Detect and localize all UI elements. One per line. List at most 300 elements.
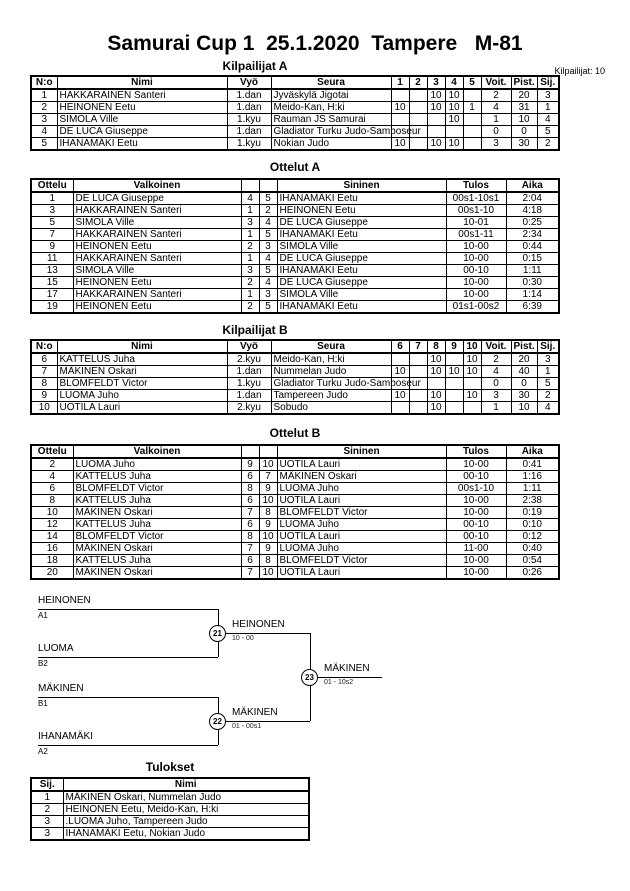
match-score: 01 - 10s2 <box>324 679 354 686</box>
column-header <box>241 179 259 192</box>
bracket-line <box>218 633 310 634</box>
table-cell: 1 <box>537 102 559 114</box>
column-header: Sij. <box>31 778 63 791</box>
table-cell: LUOMA Juho <box>277 543 446 555</box>
table-cell: 1:11 <box>506 483 559 495</box>
column-header: 2 <box>409 76 427 89</box>
table-cell: 6 <box>241 495 259 507</box>
table-cell: Nummelan Judo <box>271 366 391 378</box>
table-cell: 5 <box>259 229 277 241</box>
table-cell: 10 <box>259 567 277 580</box>
table-cell: 0 <box>481 378 511 390</box>
table-cell: UOTILA Lauri <box>277 567 446 580</box>
table-cell: 10 <box>259 531 277 543</box>
table-cell: 9 <box>31 390 57 402</box>
table-cell: 10-00 <box>446 495 506 507</box>
column-header: N:o <box>31 76 57 89</box>
table-cell: Meido-Kan, H:ki <box>271 353 391 366</box>
table-header-row <box>31 76 559 89</box>
table-cell: 8 <box>241 531 259 543</box>
table-cell: LUOMA Juho <box>277 519 446 531</box>
table-row <box>31 828 309 841</box>
bracket-player: MÄKINEN <box>38 683 84 694</box>
table-cell: 2 <box>31 804 63 816</box>
table-cell: 6 <box>31 483 73 495</box>
table-cell: 2 <box>481 89 511 102</box>
table-cell: 1.kyu <box>227 138 271 151</box>
table-cell: HEINONEN Eetu <box>73 277 241 289</box>
table-cell: HEINONEN Eetu <box>73 301 241 314</box>
column-header: Vyö <box>227 340 271 353</box>
table-cell: 3 <box>481 390 511 402</box>
table-cell <box>445 402 463 415</box>
winner-name: MÄKINEN <box>232 707 278 718</box>
results-table <box>30 777 310 841</box>
table-row <box>31 277 559 289</box>
table-cell: 00-10 <box>446 265 506 277</box>
table-cell: 1:14 <box>506 289 559 301</box>
table-cell: 15 <box>31 277 73 289</box>
table-cell: 10 <box>391 390 409 402</box>
table-cell: 16 <box>31 543 73 555</box>
table-cell: 8 <box>259 555 277 567</box>
table-cell: 5 <box>259 192 277 205</box>
table-cell: 18 <box>31 555 73 567</box>
table-cell: MÄKINEN Oskari <box>57 366 227 378</box>
table-cell: 1.dan <box>227 366 271 378</box>
table-cell: 3 <box>31 114 57 126</box>
table-body <box>31 353 559 414</box>
column-header: Aika <box>506 179 559 192</box>
table-cell: 6 <box>241 471 259 483</box>
table-row <box>31 471 559 483</box>
table-cell: 14 <box>31 531 73 543</box>
table-cell: 1.dan <box>227 390 271 402</box>
table-cell: 2 <box>241 301 259 314</box>
medal-bracket <box>38 594 468 754</box>
competitor-count: Kilpailijat: 10 <box>554 66 605 76</box>
bracket-player: HEINONEN <box>38 595 91 606</box>
table-cell: 10-00 <box>446 567 506 580</box>
table-row <box>31 205 559 217</box>
table-cell: 0:19 <box>506 507 559 519</box>
table-cell: 10-00 <box>446 241 506 253</box>
table-cell: 10-00 <box>446 458 506 471</box>
table-row <box>31 543 559 555</box>
table-row <box>31 816 309 828</box>
bracket-player: LUOMA <box>38 643 74 654</box>
column-header: Pist. <box>511 340 537 353</box>
table-cell: 10 <box>31 507 73 519</box>
table-row <box>31 483 559 495</box>
table-row <box>31 289 559 301</box>
table-cell: IHANAMÄKI Eetu <box>57 138 227 151</box>
table-cell: HAKKARAINEN Santeri <box>73 253 241 265</box>
table-cell: 10 <box>445 89 463 102</box>
table-cell: DE LUCA Giuseppe <box>277 277 446 289</box>
table-cell: 4:18 <box>506 205 559 217</box>
table-cell: 1 <box>241 253 259 265</box>
match-score: 10 - 00 <box>232 635 254 642</box>
column-header: 10 <box>463 340 481 353</box>
table-cell: 10 <box>445 102 463 114</box>
table-cell: HAKKARAINEN Santeri <box>57 89 227 102</box>
table-cell: HAKKARAINEN Santeri <box>73 205 241 217</box>
column-header: Sininen <box>277 445 446 458</box>
table-cell: IHANAMÄKI Eetu <box>277 192 446 205</box>
table-row <box>31 229 559 241</box>
table-cell <box>391 114 409 126</box>
table-row <box>31 458 559 471</box>
table-cell: 10 <box>259 458 277 471</box>
table-cell: KATTELUS Juha <box>73 471 241 483</box>
table-cell: UOTILA Lauri <box>277 531 446 543</box>
table-row <box>31 138 559 151</box>
table-cell: 10 <box>427 138 445 151</box>
table-cell: 7 <box>241 543 259 555</box>
match-score: 01 - 00s1 <box>232 723 262 730</box>
table-cell: 2 <box>31 458 73 471</box>
table-row <box>31 531 559 543</box>
table-cell: Meido-Kan, H:ki <box>271 102 391 114</box>
table-cell: 10 <box>259 495 277 507</box>
table-cell: 5 <box>259 301 277 314</box>
table-cell: 1.kyu <box>227 114 271 126</box>
table-cell: 30 <box>511 390 537 402</box>
table-cell: 0 <box>511 378 537 390</box>
table-cell <box>463 138 481 151</box>
table-cell: 20 <box>31 567 73 580</box>
bracket-line <box>218 721 310 722</box>
table-cell <box>409 114 427 126</box>
table-row <box>31 791 309 804</box>
table-cell: 1 <box>537 366 559 378</box>
table-cell: 0:44 <box>506 241 559 253</box>
table-cell: 10 <box>445 114 463 126</box>
table-cell: UOTILA Lauri <box>277 458 446 471</box>
match-number-badge: 22 <box>209 713 226 730</box>
table-cell <box>427 114 445 126</box>
table-row <box>31 192 559 205</box>
table-cell: KATTELUS Juha <box>73 555 241 567</box>
page-title: Samurai Cup 1 25.1.2020 Tampere M-81 <box>107 32 523 55</box>
table-cell: HEINONEN Eetu <box>57 102 227 114</box>
table-cell: 3 <box>259 241 277 253</box>
table-head <box>31 445 559 458</box>
table-cell: 00s1-10 <box>446 483 506 495</box>
table-body <box>31 791 309 840</box>
table-cell: 10-00 <box>446 253 506 265</box>
table-cell: 5 <box>537 378 559 390</box>
table-cell: HEINONEN Eetu, Meido-Kan, H:ki <box>63 804 309 816</box>
table-cell: 4 <box>259 217 277 229</box>
table-cell: 1 <box>31 89 57 102</box>
table-cell: HAKKARAINEN Santeri <box>73 229 241 241</box>
table-cell: 17 <box>31 289 73 301</box>
table-cell: Gladiator Turku Judo-Samboseur <box>271 378 391 390</box>
table-cell: 5 <box>31 217 73 229</box>
column-header: Ottelu <box>31 179 73 192</box>
table-cell: 2 <box>537 390 559 402</box>
table-cell: 01s1-00s2 <box>446 301 506 314</box>
table-cell: LUOMA Juho <box>57 390 227 402</box>
table-cell: 30 <box>511 138 537 151</box>
table-cell: KATTELUS Juha <box>57 353 227 366</box>
column-header: Aika <box>506 445 559 458</box>
table-cell: DE LUCA Giuseppe <box>277 217 446 229</box>
table-cell: 1:16 <box>506 471 559 483</box>
matchesB-table <box>30 444 560 580</box>
table-cell: 00s1-11 <box>446 229 506 241</box>
table-cell: 10 <box>427 390 445 402</box>
table-cell: 8 <box>31 495 73 507</box>
table-cell: SIMOLA Ville <box>73 217 241 229</box>
winner-name: MÄKINEN <box>324 663 370 674</box>
table-cell <box>463 402 481 415</box>
table-cell <box>409 402 427 415</box>
table-cell <box>445 390 463 402</box>
table-cell <box>445 378 463 390</box>
table-row <box>31 301 559 314</box>
column-header: Voit. <box>481 76 511 89</box>
column-header: 1 <box>391 76 409 89</box>
table-head <box>31 340 559 353</box>
table-cell: 2:34 <box>506 229 559 241</box>
bracket-line <box>38 657 218 658</box>
table-cell: Rauman JS Samurai <box>271 114 391 126</box>
column-header: Ottelu <box>31 445 73 458</box>
table-cell: SIMOLA Ville <box>57 114 227 126</box>
table-cell: 1.dan <box>227 126 271 138</box>
table-cell: 10-00 <box>446 507 506 519</box>
column-header: 8 <box>427 340 445 353</box>
table-cell: 1 <box>31 791 63 804</box>
table-cell: Nokian Judo <box>271 138 391 151</box>
table-cell: 1 <box>241 205 259 217</box>
table-cell: 0:41 <box>506 458 559 471</box>
table-cell: 10 <box>445 366 463 378</box>
table-cell: 1.dan <box>227 102 271 114</box>
table-cell: DE LUCA Giuseppe <box>73 192 241 205</box>
column-header: Seura <box>271 340 391 353</box>
column-header: Nimi <box>57 340 227 353</box>
table-cell: 10-01 <box>446 217 506 229</box>
table-cell: 6:39 <box>506 301 559 314</box>
table-cell: BLOMFELDT Victor <box>73 531 241 543</box>
table-cell: SIMOLA Ville <box>73 265 241 277</box>
table-row <box>31 495 559 507</box>
table-cell: 4 <box>481 102 511 114</box>
table-cell: 0:26 <box>506 567 559 580</box>
table-cell: 10 <box>463 390 481 402</box>
table-cell: 4 <box>31 126 57 138</box>
table-cell: 11-00 <box>446 543 506 555</box>
table-cell: 0:12 <box>506 531 559 543</box>
table-cell: 3 <box>537 89 559 102</box>
column-header: Valkoinen <box>73 445 241 458</box>
table-cell: 10 <box>427 402 445 415</box>
table-row <box>31 378 559 390</box>
table-cell: IHANAMÄKI Eetu <box>277 229 446 241</box>
table-cell: MÄKINEN Oskari <box>73 543 241 555</box>
table-cell: 0:30 <box>506 277 559 289</box>
table-cell <box>391 353 409 366</box>
table-cell: Jyväskylä Jigotai <box>271 89 391 102</box>
column-header <box>241 445 259 458</box>
table-row <box>31 366 559 378</box>
table-head <box>31 76 559 89</box>
table-cell: 2 <box>241 241 259 253</box>
table-cell: 4 <box>241 192 259 205</box>
table-cell: 4 <box>259 253 277 265</box>
table-header-row <box>31 778 309 791</box>
table-row <box>31 390 559 402</box>
table-cell: 20 <box>511 89 537 102</box>
table-cell: 8 <box>259 507 277 519</box>
table-cell: 00-10 <box>446 531 506 543</box>
table-cell: 4 <box>481 366 511 378</box>
table-head <box>31 778 309 791</box>
table-cell: 10-00 <box>446 277 506 289</box>
table-cell: Tampereen Judo <box>271 390 391 402</box>
table-cell: 7 <box>31 229 73 241</box>
table-cell: 0:54 <box>506 555 559 567</box>
table-cell: 10-00 <box>446 289 506 301</box>
table-cell <box>463 378 481 390</box>
table-cell: 3 <box>31 205 73 217</box>
column-header: Nimi <box>63 778 309 791</box>
table-cell <box>409 353 427 366</box>
table-cell <box>391 89 409 102</box>
table-cell: UOTILA Lauri <box>57 402 227 415</box>
table-cell <box>409 366 427 378</box>
table-cell: 13 <box>31 265 73 277</box>
column-header: Seura <box>271 76 391 89</box>
table-cell: LUOMA Juho <box>277 483 446 495</box>
column-header: 3 <box>427 76 445 89</box>
table-cell: 2 <box>259 205 277 217</box>
table-cell: 0 <box>481 126 511 138</box>
table-cell: 1 <box>241 229 259 241</box>
table-cell: KATTELUS Juha <box>73 495 241 507</box>
table-cell: 10 <box>391 102 409 114</box>
poolA-table <box>30 75 560 151</box>
table-row <box>31 126 559 138</box>
table-cell: 10 <box>511 402 537 415</box>
column-header: 5 <box>463 76 481 89</box>
table-cell: 3 <box>481 138 511 151</box>
table-cell: 10 <box>427 102 445 114</box>
table-cell <box>409 138 427 151</box>
table-cell <box>427 126 445 138</box>
table-row <box>31 353 559 366</box>
table-cell: 10 <box>463 366 481 378</box>
column-header: 9 <box>445 340 463 353</box>
table-cell: 9 <box>259 519 277 531</box>
table-cell: 7 <box>259 471 277 483</box>
table-cell: HEINONEN Eetu <box>73 241 241 253</box>
match-number-badge: 21 <box>209 625 226 642</box>
table-row <box>31 114 559 126</box>
table-cell: 2.kyu <box>227 402 271 415</box>
column-header: Nimi <box>57 76 227 89</box>
table-cell <box>445 353 463 366</box>
table-cell <box>409 89 427 102</box>
table-cell: 31 <box>511 102 537 114</box>
matchesA-table <box>30 178 560 314</box>
table-cell: 10 <box>445 138 463 151</box>
table-cell: 2 <box>241 277 259 289</box>
poolA-heading: Kilpailijat A <box>222 59 288 73</box>
table-cell: 20 <box>511 353 537 366</box>
table-cell: 9 <box>259 483 277 495</box>
table-cell: 2:38 <box>506 495 559 507</box>
table-header-row <box>31 179 559 192</box>
table-cell: 1 <box>463 102 481 114</box>
table-cell: BLOMFELDT Victor <box>73 483 241 495</box>
table-cell: Sobudo <box>271 402 391 415</box>
bracket-line <box>38 609 218 610</box>
table-head <box>31 179 559 192</box>
table-cell: IHANAMÄKI Eetu, Nokian Judo <box>63 828 309 841</box>
table-cell: 4 <box>259 277 277 289</box>
table-cell: MÄKINEN Oskari <box>277 471 446 483</box>
table-cell: 0:25 <box>506 217 559 229</box>
table-cell: MÄKINEN Oskari <box>73 567 241 580</box>
table-cell: 2 <box>481 353 511 366</box>
table-cell: 4 <box>31 471 73 483</box>
table-cell: 0:15 <box>506 253 559 265</box>
table-cell: 1 <box>31 192 73 205</box>
table-cell <box>463 114 481 126</box>
bracket-line <box>38 745 218 746</box>
table-cell: 2 <box>537 138 559 151</box>
table-cell: 00s1-10 <box>446 205 506 217</box>
table-cell: 3 <box>537 353 559 366</box>
table-cell: 1:11 <box>506 265 559 277</box>
table-cell: 6 <box>31 353 57 366</box>
table-cell: 5 <box>259 265 277 277</box>
table-cell: 2.kyu <box>227 353 271 366</box>
table-cell: 40 <box>511 366 537 378</box>
table-cell: .LUOMA Juho, Tampereen Judo <box>63 816 309 828</box>
table-cell <box>409 102 427 114</box>
table-cell: Gladiator Turku Judo-Samboseur <box>271 126 391 138</box>
table-cell: 10 <box>31 402 57 415</box>
table-cell: UOTILA Lauri <box>277 495 446 507</box>
table-body <box>31 458 559 579</box>
table-cell: 1 <box>241 289 259 301</box>
table-cell: 1.kyu <box>227 378 271 390</box>
table-cell: 2:04 <box>506 192 559 205</box>
bracket-player: IHANAMÄKI <box>38 731 94 742</box>
table-cell: 10 <box>391 366 409 378</box>
table-cell: 3 <box>31 828 63 841</box>
table-cell: 10 <box>511 114 537 126</box>
table-cell: 10 <box>427 353 445 366</box>
table-cell: LUOMA Juho <box>73 458 241 471</box>
bracket-seed: A2 <box>38 747 48 756</box>
results-heading: Tulokset <box>145 760 195 774</box>
table-cell: 1 <box>481 114 511 126</box>
table-row <box>31 804 309 816</box>
table-cell: 0 <box>511 126 537 138</box>
column-header: 4 <box>445 76 463 89</box>
table-cell: 10 <box>463 353 481 366</box>
column-header: Tulos <box>446 445 506 458</box>
table-cell: MÄKINEN Oskari <box>73 507 241 519</box>
table-cell: 0:40 <box>506 543 559 555</box>
